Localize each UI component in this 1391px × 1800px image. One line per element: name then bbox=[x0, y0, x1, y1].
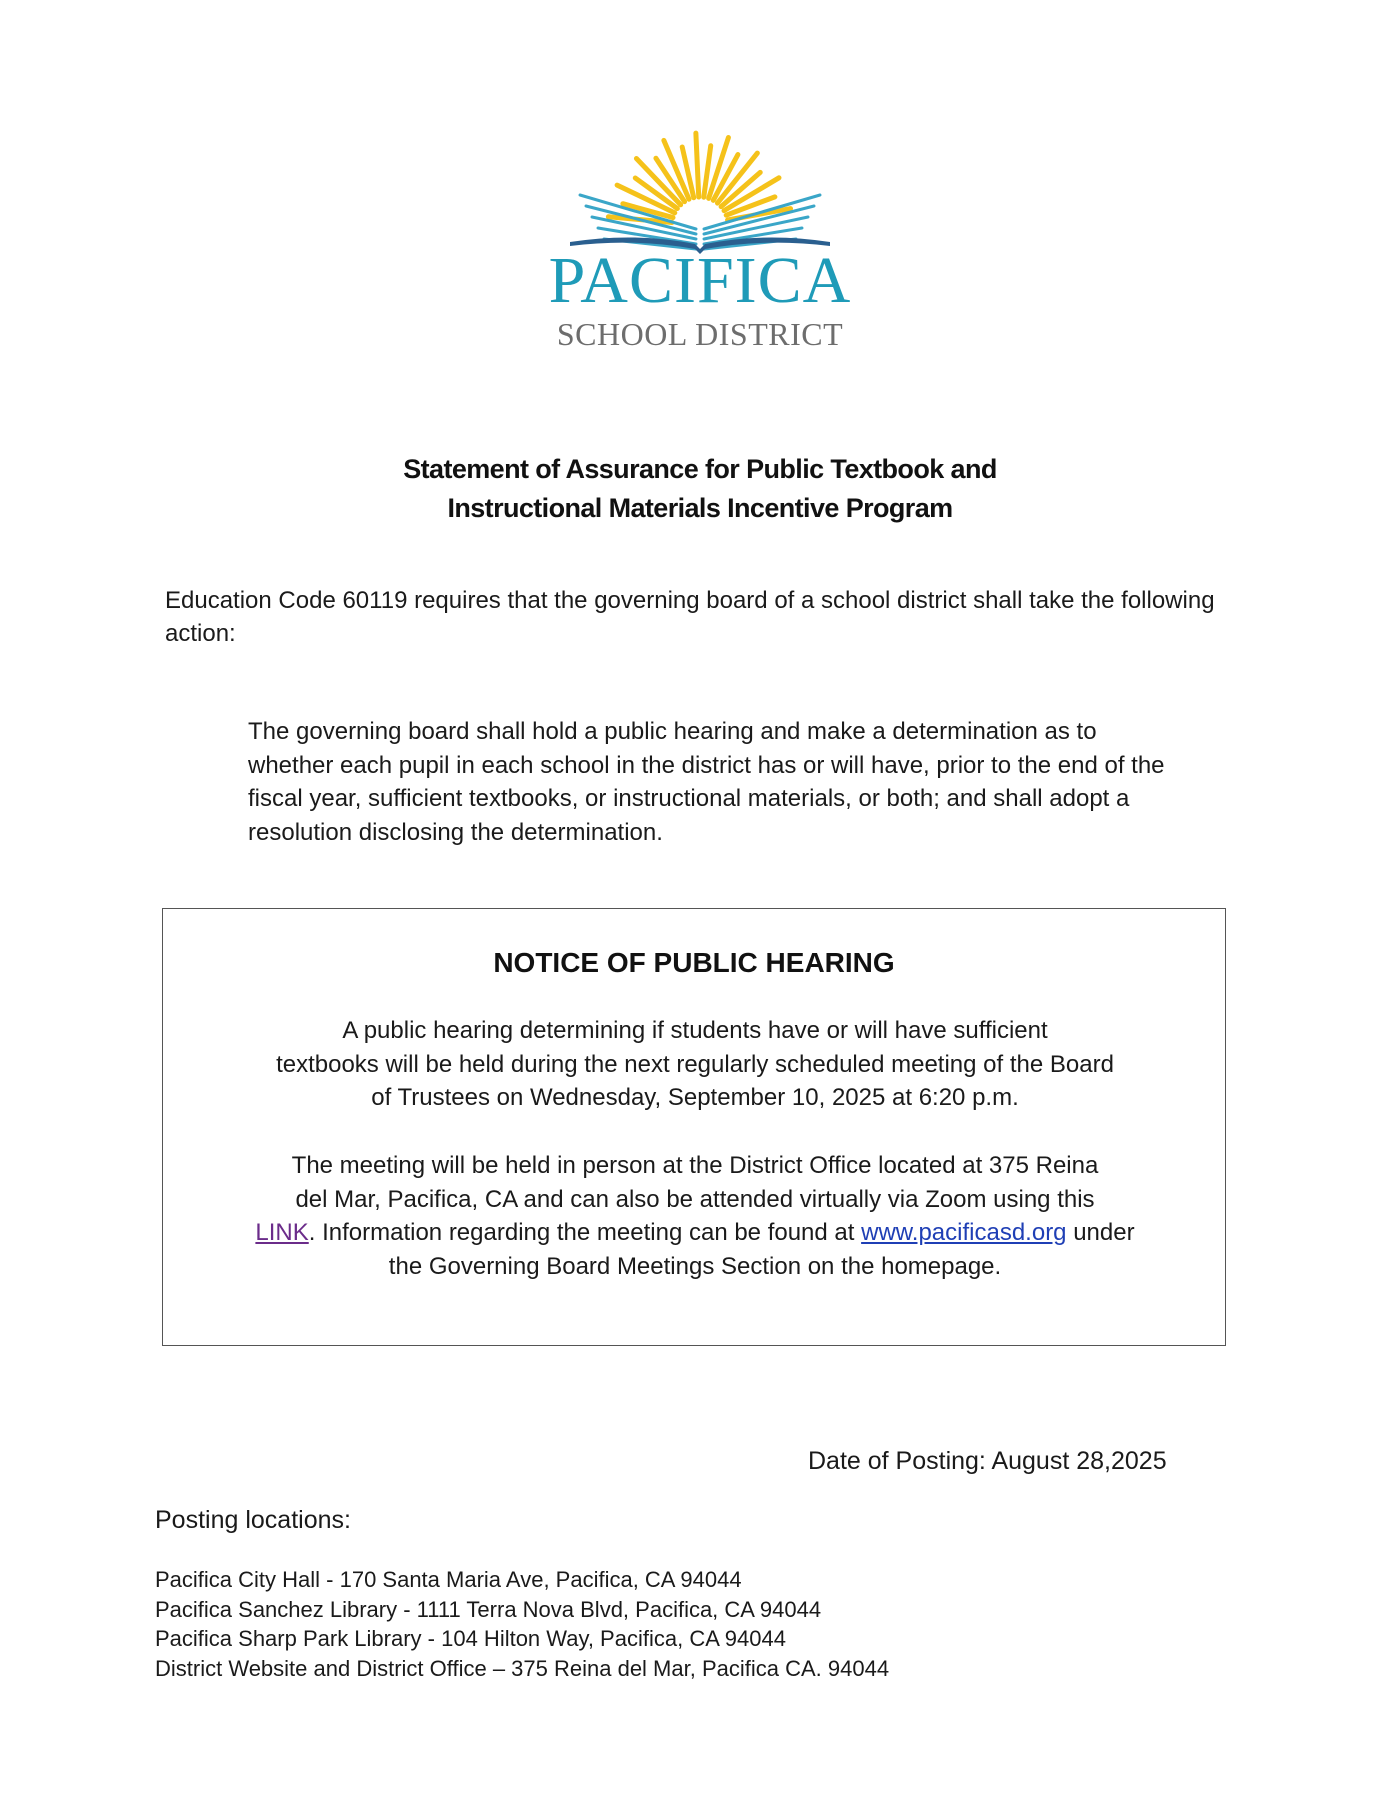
intro-paragraph: Education Code 60119 requires that the governing board of a school district shall take the following action: bbox=[165, 587, 1215, 647]
notice-p2-line-3 bbox=[203, 1216, 1187, 1250]
posting-locations-label: Posting locations: bbox=[155, 1506, 351, 1534]
sun-book-icon bbox=[535, 120, 865, 260]
notice-p2-line-3-mid: . Information regarding the meeting can be found at bbox=[308, 1219, 862, 1246]
notice-title: NOTICE OF PUBLIC HEARING bbox=[493, 947, 895, 978]
notice-p2-line-4: the Governing Board Meetings Section on the homepage. bbox=[388, 1252, 1002, 1280]
document-title bbox=[300, 450, 1100, 528]
logo-subtitle: SCHOOL DISTRICT bbox=[556, 316, 844, 352]
notice-p2-line-3-end: under bbox=[1066, 1219, 1135, 1246]
notice-box bbox=[162, 908, 1226, 1346]
title-line-1: Statement of Assurance for Public Textbook and bbox=[403, 454, 997, 484]
posting-locations-list bbox=[155, 1565, 889, 1683]
notice-p1-line-1: A public hearing determining if students have or will have sufficient bbox=[342, 1017, 1048, 1044]
logo-name: PACIFICA bbox=[548, 244, 852, 317]
location-item: Pacifica Sanchez Library - 1111 Terra Nova Blvd, Pacifica, CA 94044 bbox=[155, 1596, 822, 1622]
education-code-quote: The governing board shall hold a public hearing and make a determination as to whether each pupil in each school in the district has or will have, prior to the end of the fiscal year, sufficient textbooks, or instructional materials, or both; and shall adopt a resolution disclosing the determination. bbox=[248, 718, 1165, 846]
sun-ray bbox=[696, 133, 699, 197]
notice-p1-line-2: textbooks will be held during the next regularly scheduled meeting of the Board bbox=[276, 1050, 1114, 1078]
notice-hearing-paragraph bbox=[203, 1014, 1187, 1115]
posting-date: Date of Posting: August 28,2025 bbox=[808, 1447, 1167, 1475]
notice-p2-line-2: del Mar, Pacifica, CA and can also be attended virtually via Zoom using this bbox=[295, 1185, 1095, 1213]
notice-location-paragraph bbox=[203, 1149, 1187, 1283]
district-logo bbox=[535, 120, 865, 355]
zoom-link[interactable]: LINK bbox=[255, 1219, 309, 1246]
notice-p1-line-3: of Trustees on Wednesday, September 10, 2025 at 6:20 p.m. bbox=[371, 1084, 1019, 1111]
title-line-2: Instructional Materials Incentive Program bbox=[447, 493, 953, 523]
notice-p2-line-1: The meeting will be held in person at the District Office located at 375 Reina bbox=[291, 1152, 1099, 1179]
location-item: Pacifica Sharp Park Library - 104 Hilton Way, Pacifica, CA 94044 bbox=[155, 1626, 786, 1651]
district-website-link[interactable]: www.pacificasd.org bbox=[861, 1219, 1067, 1246]
location-item: Pacifica City Hall - 170 Santa Maria Ave, Pacifica, CA 94044 bbox=[155, 1567, 742, 1592]
location-item: District Website and District Office – 375 Reina del Mar, Pacifica CA. 94044 bbox=[155, 1655, 890, 1681]
